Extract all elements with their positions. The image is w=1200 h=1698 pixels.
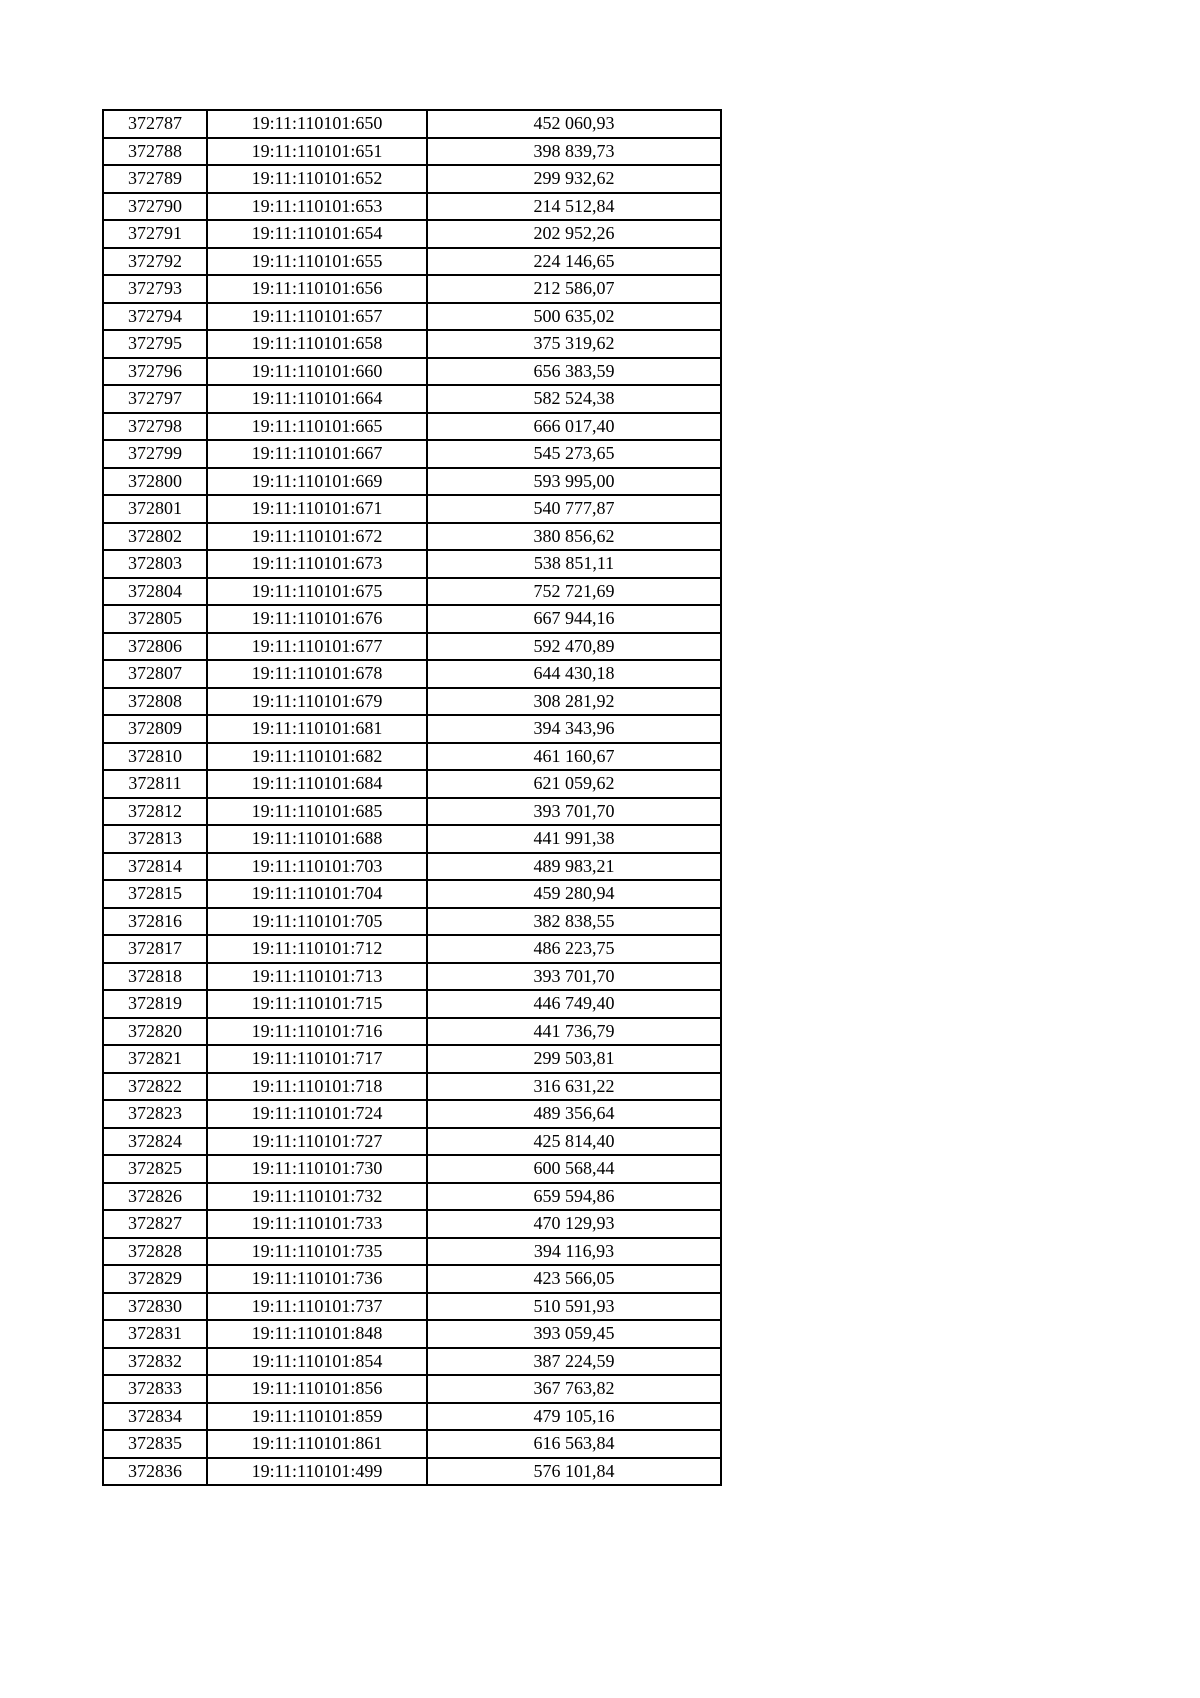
value-cell: 666 017,40 bbox=[427, 413, 721, 441]
row-number-cell: 372796 bbox=[103, 358, 207, 386]
row-number-cell: 372800 bbox=[103, 468, 207, 496]
table-row bbox=[103, 110, 721, 138]
table-row bbox=[103, 605, 721, 633]
cadastral-number-cell: 19:11:110101:656 bbox=[207, 275, 427, 303]
value-cell: 387 224,59 bbox=[427, 1348, 721, 1376]
data-table bbox=[102, 109, 722, 1486]
row-number-cell: 372814 bbox=[103, 853, 207, 881]
row-number-cell: 372789 bbox=[103, 165, 207, 193]
table-row bbox=[103, 743, 721, 771]
value-cell: 393 059,45 bbox=[427, 1320, 721, 1348]
cadastral-number-cell: 19:11:110101:712 bbox=[207, 935, 427, 963]
table-row bbox=[103, 495, 721, 523]
row-number-cell: 372827 bbox=[103, 1210, 207, 1238]
row-number-cell: 372793 bbox=[103, 275, 207, 303]
row-number-cell: 372795 bbox=[103, 330, 207, 358]
table-row bbox=[103, 248, 721, 276]
row-number-cell: 372811 bbox=[103, 770, 207, 798]
row-number-cell: 372821 bbox=[103, 1045, 207, 1073]
row-number-cell: 372801 bbox=[103, 495, 207, 523]
cadastral-number-cell: 19:11:110101:652 bbox=[207, 165, 427, 193]
row-number-cell: 372802 bbox=[103, 523, 207, 551]
cadastral-number-cell: 19:11:110101:655 bbox=[207, 248, 427, 276]
cadastral-number-cell: 19:11:110101:682 bbox=[207, 743, 427, 771]
value-cell: 592 470,89 bbox=[427, 633, 721, 661]
value-cell: 540 777,87 bbox=[427, 495, 721, 523]
value-cell: 621 059,62 bbox=[427, 770, 721, 798]
cadastral-number-cell: 19:11:110101:658 bbox=[207, 330, 427, 358]
value-cell: 486 223,75 bbox=[427, 935, 721, 963]
value-cell: 600 568,44 bbox=[427, 1155, 721, 1183]
cadastral-number-cell: 19:11:110101:856 bbox=[207, 1375, 427, 1403]
cadastral-number-cell: 19:11:110101:672 bbox=[207, 523, 427, 551]
value-cell: 382 838,55 bbox=[427, 908, 721, 936]
value-cell: 489 983,21 bbox=[427, 853, 721, 881]
value-cell: 398 839,73 bbox=[427, 138, 721, 166]
table-row bbox=[103, 688, 721, 716]
value-cell: 479 105,16 bbox=[427, 1403, 721, 1431]
cadastral-number-cell: 19:11:110101:733 bbox=[207, 1210, 427, 1238]
table-row bbox=[103, 935, 721, 963]
table-row bbox=[103, 660, 721, 688]
row-number-cell: 372825 bbox=[103, 1155, 207, 1183]
value-cell: 308 281,92 bbox=[427, 688, 721, 716]
cadastral-number-cell: 19:11:110101:848 bbox=[207, 1320, 427, 1348]
row-number-cell: 372824 bbox=[103, 1128, 207, 1156]
cadastral-number-cell: 19:11:110101:664 bbox=[207, 385, 427, 413]
value-cell: 212 586,07 bbox=[427, 275, 721, 303]
table-row bbox=[103, 413, 721, 441]
value-cell: 441 736,79 bbox=[427, 1018, 721, 1046]
row-number-cell: 372799 bbox=[103, 440, 207, 468]
table-row bbox=[103, 1430, 721, 1458]
cadastral-number-cell: 19:11:110101:673 bbox=[207, 550, 427, 578]
row-number-cell: 372798 bbox=[103, 413, 207, 441]
row-number-cell: 372808 bbox=[103, 688, 207, 716]
cadastral-number-cell: 19:11:110101:676 bbox=[207, 605, 427, 633]
cadastral-number-cell: 19:11:110101:861 bbox=[207, 1430, 427, 1458]
value-cell: 582 524,38 bbox=[427, 385, 721, 413]
table-row bbox=[103, 1183, 721, 1211]
cadastral-number-cell: 19:11:110101:499 bbox=[207, 1458, 427, 1486]
value-cell: 441 991,38 bbox=[427, 825, 721, 853]
value-cell: 510 591,93 bbox=[427, 1293, 721, 1321]
table-row bbox=[103, 220, 721, 248]
table-row bbox=[103, 330, 721, 358]
cadastral-number-cell: 19:11:110101:675 bbox=[207, 578, 427, 606]
value-cell: 299 932,62 bbox=[427, 165, 721, 193]
table-row bbox=[103, 798, 721, 826]
table-row bbox=[103, 1320, 721, 1348]
row-number-cell: 372813 bbox=[103, 825, 207, 853]
row-number-cell: 372826 bbox=[103, 1183, 207, 1211]
value-cell: 489 356,64 bbox=[427, 1100, 721, 1128]
table-row bbox=[103, 1018, 721, 1046]
table-row bbox=[103, 963, 721, 991]
cadastral-number-cell: 19:11:110101:718 bbox=[207, 1073, 427, 1101]
table-row bbox=[103, 633, 721, 661]
cadastral-number-cell: 19:11:110101:713 bbox=[207, 963, 427, 991]
row-number-cell: 372803 bbox=[103, 550, 207, 578]
row-number-cell: 372830 bbox=[103, 1293, 207, 1321]
table-row bbox=[103, 990, 721, 1018]
table-row bbox=[103, 1238, 721, 1266]
value-cell: 367 763,82 bbox=[427, 1375, 721, 1403]
row-number-cell: 372829 bbox=[103, 1265, 207, 1293]
cadastral-number-cell: 19:11:110101:678 bbox=[207, 660, 427, 688]
cadastral-number-cell: 19:11:110101:704 bbox=[207, 880, 427, 908]
row-number-cell: 372812 bbox=[103, 798, 207, 826]
row-number-cell: 372823 bbox=[103, 1100, 207, 1128]
table-row bbox=[103, 1403, 721, 1431]
table-row bbox=[103, 1375, 721, 1403]
row-number-cell: 372790 bbox=[103, 193, 207, 221]
row-number-cell: 372787 bbox=[103, 110, 207, 138]
cadastral-number-cell: 19:11:110101:732 bbox=[207, 1183, 427, 1211]
value-cell: 461 160,67 bbox=[427, 743, 721, 771]
value-cell: 393 701,70 bbox=[427, 963, 721, 991]
row-number-cell: 372815 bbox=[103, 880, 207, 908]
cadastral-number-cell: 19:11:110101:859 bbox=[207, 1403, 427, 1431]
value-cell: 667 944,16 bbox=[427, 605, 721, 633]
row-number-cell: 372788 bbox=[103, 138, 207, 166]
cadastral-number-cell: 19:11:110101:730 bbox=[207, 1155, 427, 1183]
table-row bbox=[103, 1155, 721, 1183]
table-row bbox=[103, 825, 721, 853]
cadastral-number-cell: 19:11:110101:736 bbox=[207, 1265, 427, 1293]
cadastral-number-cell: 19:11:110101:671 bbox=[207, 495, 427, 523]
row-number-cell: 372809 bbox=[103, 715, 207, 743]
table-row bbox=[103, 275, 721, 303]
value-cell: 425 814,40 bbox=[427, 1128, 721, 1156]
cadastral-number-cell: 19:11:110101:716 bbox=[207, 1018, 427, 1046]
row-number-cell: 372833 bbox=[103, 1375, 207, 1403]
cadastral-number-cell: 19:11:110101:651 bbox=[207, 138, 427, 166]
row-number-cell: 372834 bbox=[103, 1403, 207, 1431]
value-cell: 316 631,22 bbox=[427, 1073, 721, 1101]
value-cell: 576 101,84 bbox=[427, 1458, 721, 1486]
value-cell: 644 430,18 bbox=[427, 660, 721, 688]
cadastral-number-cell: 19:11:110101:705 bbox=[207, 908, 427, 936]
cadastral-number-cell: 19:11:110101:717 bbox=[207, 1045, 427, 1073]
table-row bbox=[103, 880, 721, 908]
table-row bbox=[103, 193, 721, 221]
cadastral-number-cell: 19:11:110101:677 bbox=[207, 633, 427, 661]
table-row bbox=[103, 385, 721, 413]
cadastral-number-cell: 19:11:110101:688 bbox=[207, 825, 427, 853]
table-row bbox=[103, 1045, 721, 1073]
table-row bbox=[103, 1210, 721, 1238]
table-row bbox=[103, 1128, 721, 1156]
value-cell: 452 060,93 bbox=[427, 110, 721, 138]
table-row bbox=[103, 440, 721, 468]
cadastral-number-cell: 19:11:110101:660 bbox=[207, 358, 427, 386]
table-row bbox=[103, 358, 721, 386]
table-row bbox=[103, 715, 721, 743]
value-cell: 202 952,26 bbox=[427, 220, 721, 248]
table-row bbox=[103, 1348, 721, 1376]
row-number-cell: 372820 bbox=[103, 1018, 207, 1046]
value-cell: 299 503,81 bbox=[427, 1045, 721, 1073]
row-number-cell: 372816 bbox=[103, 908, 207, 936]
cadastral-number-cell: 19:11:110101:684 bbox=[207, 770, 427, 798]
cadastral-number-cell: 19:11:110101:665 bbox=[207, 413, 427, 441]
table-row bbox=[103, 468, 721, 496]
cadastral-number-cell: 19:11:110101:737 bbox=[207, 1293, 427, 1321]
table-row bbox=[103, 523, 721, 551]
row-number-cell: 372819 bbox=[103, 990, 207, 1018]
value-cell: 500 635,02 bbox=[427, 303, 721, 331]
row-number-cell: 372836 bbox=[103, 1458, 207, 1486]
row-number-cell: 372817 bbox=[103, 935, 207, 963]
cadastral-number-cell: 19:11:110101:681 bbox=[207, 715, 427, 743]
table-row bbox=[103, 578, 721, 606]
row-number-cell: 372804 bbox=[103, 578, 207, 606]
cadastral-number-cell: 19:11:110101:724 bbox=[207, 1100, 427, 1128]
value-cell: 394 343,96 bbox=[427, 715, 721, 743]
value-cell: 470 129,93 bbox=[427, 1210, 721, 1238]
row-number-cell: 372831 bbox=[103, 1320, 207, 1348]
row-number-cell: 372794 bbox=[103, 303, 207, 331]
cadastral-number-cell: 19:11:110101:650 bbox=[207, 110, 427, 138]
value-cell: 214 512,84 bbox=[427, 193, 721, 221]
table-row bbox=[103, 138, 721, 166]
table-row bbox=[103, 1073, 721, 1101]
value-cell: 656 383,59 bbox=[427, 358, 721, 386]
row-number-cell: 372806 bbox=[103, 633, 207, 661]
value-cell: 593 995,00 bbox=[427, 468, 721, 496]
value-cell: 659 594,86 bbox=[427, 1183, 721, 1211]
value-cell: 224 146,65 bbox=[427, 248, 721, 276]
cadastral-number-cell: 19:11:110101:667 bbox=[207, 440, 427, 468]
cadastral-number-cell: 19:11:110101:654 bbox=[207, 220, 427, 248]
value-cell: 545 273,65 bbox=[427, 440, 721, 468]
cadastral-number-cell: 19:11:110101:653 bbox=[207, 193, 427, 221]
table-row bbox=[103, 770, 721, 798]
cadastral-number-cell: 19:11:110101:679 bbox=[207, 688, 427, 716]
table-row bbox=[103, 1293, 721, 1321]
row-number-cell: 372797 bbox=[103, 385, 207, 413]
row-number-cell: 372835 bbox=[103, 1430, 207, 1458]
cadastral-number-cell: 19:11:110101:685 bbox=[207, 798, 427, 826]
cadastral-number-cell: 19:11:110101:854 bbox=[207, 1348, 427, 1376]
value-cell: 393 701,70 bbox=[427, 798, 721, 826]
cadastral-number-cell: 19:11:110101:657 bbox=[207, 303, 427, 331]
value-cell: 375 319,62 bbox=[427, 330, 721, 358]
row-number-cell: 372810 bbox=[103, 743, 207, 771]
table-row bbox=[103, 303, 721, 331]
table-row bbox=[103, 853, 721, 881]
cadastral-number-cell: 19:11:110101:703 bbox=[207, 853, 427, 881]
value-cell: 446 749,40 bbox=[427, 990, 721, 1018]
cadastral-number-cell: 19:11:110101:669 bbox=[207, 468, 427, 496]
table-row bbox=[103, 1265, 721, 1293]
row-number-cell: 372828 bbox=[103, 1238, 207, 1266]
cadastral-number-cell: 19:11:110101:735 bbox=[207, 1238, 427, 1266]
table-row bbox=[103, 908, 721, 936]
row-number-cell: 372807 bbox=[103, 660, 207, 688]
row-number-cell: 372822 bbox=[103, 1073, 207, 1101]
value-cell: 380 856,62 bbox=[427, 523, 721, 551]
value-cell: 538 851,11 bbox=[427, 550, 721, 578]
row-number-cell: 372791 bbox=[103, 220, 207, 248]
row-number-cell: 372805 bbox=[103, 605, 207, 633]
cadastral-number-cell: 19:11:110101:727 bbox=[207, 1128, 427, 1156]
value-cell: 423 566,05 bbox=[427, 1265, 721, 1293]
table-row bbox=[103, 1458, 721, 1486]
table-row bbox=[103, 550, 721, 578]
table-row bbox=[103, 165, 721, 193]
cadastral-number-cell: 19:11:110101:715 bbox=[207, 990, 427, 1018]
table-row bbox=[103, 1100, 721, 1128]
row-number-cell: 372818 bbox=[103, 963, 207, 991]
row-number-cell: 372792 bbox=[103, 248, 207, 276]
value-cell: 394 116,93 bbox=[427, 1238, 721, 1266]
value-cell: 459 280,94 bbox=[427, 880, 721, 908]
value-cell: 752 721,69 bbox=[427, 578, 721, 606]
table-body bbox=[103, 110, 721, 1485]
value-cell: 616 563,84 bbox=[427, 1430, 721, 1458]
row-number-cell: 372832 bbox=[103, 1348, 207, 1376]
